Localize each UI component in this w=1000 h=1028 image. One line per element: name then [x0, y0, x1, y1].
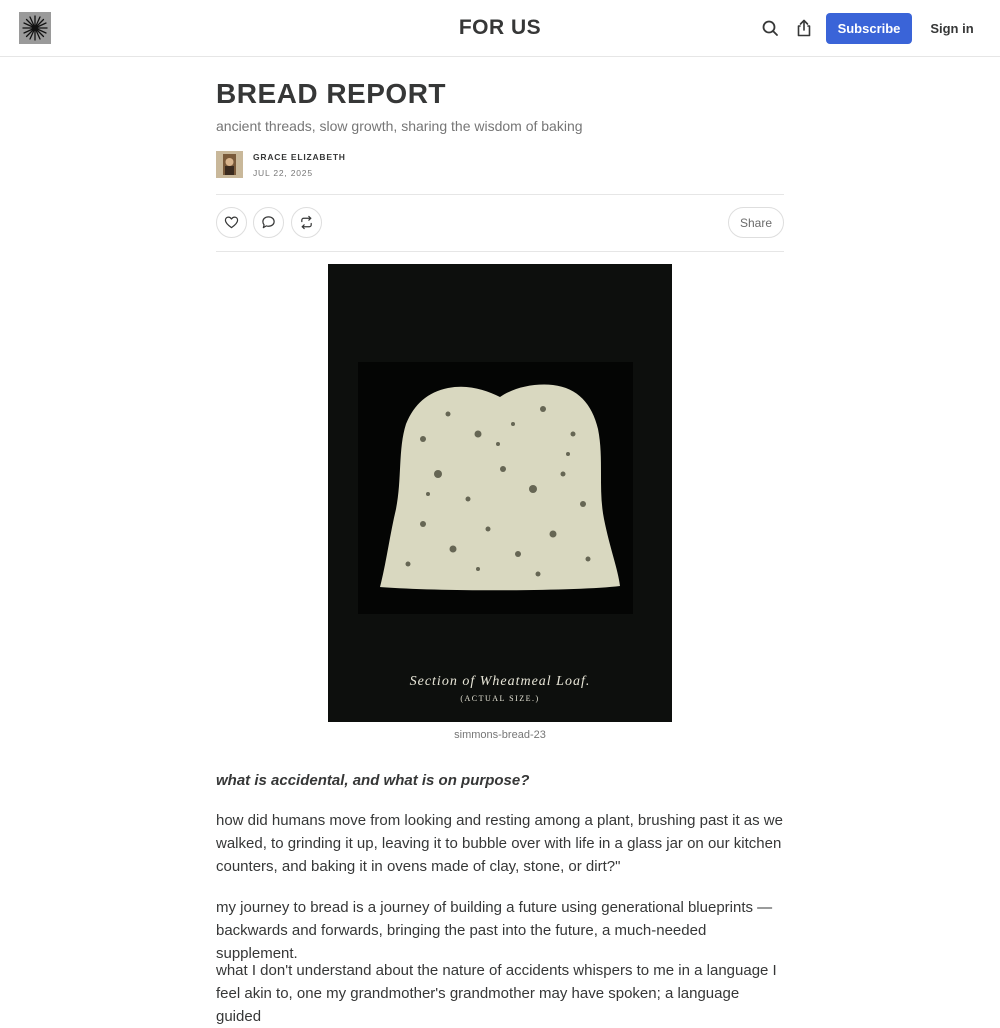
post-image[interactable] — [328, 264, 672, 722]
divider — [216, 194, 784, 195]
author-name[interactable]: GRACE ELIZABETH — [253, 152, 346, 162]
sign-in-button[interactable]: Sign in — [924, 13, 980, 44]
body-paragraph: my journey to bread is a journey of building a future using generational blueprints — backwards and forwards, bringing the past into the future, a much-needed supplement. — [216, 899, 773, 962]
body-paragraph: what I don't understand about the nature of accidents whispers to me in a language I feel akin to, one my grandmother's grandmother may have spoken; a language guided — [216, 962, 777, 1025]
restack-button[interactable] — [291, 207, 322, 238]
like-button[interactable] — [216, 207, 247, 238]
publication-name[interactable]: FOR US — [458, 16, 542, 39]
image-subcaption-text: (ACTUAL SIZE.) — [460, 694, 540, 703]
comment-button[interactable] — [253, 207, 284, 238]
restack-icon — [299, 215, 314, 230]
body-heading: what is accidental, and what is on purpose? — [216, 772, 530, 789]
bread-slice-illustration — [328, 264, 672, 722]
post-subtitle: ancient threads, slow growth, sharing the wisdom of baking — [216, 118, 583, 134]
subscribe-button[interactable]: Subscribe — [826, 13, 912, 44]
post-date: JUL 22, 2025 — [253, 168, 313, 178]
author-avatar[interactable] — [216, 151, 243, 178]
post-title: BREAD REPORT — [216, 78, 447, 109]
share-button[interactable]: Share — [728, 207, 784, 238]
share-upload-icon[interactable] — [793, 17, 815, 39]
top-navigation-bar — [0, 0, 1000, 57]
image-caption-text: Section of Wheatmeal Loaf. — [409, 674, 591, 689]
image-caption: simmons-bread-23 — [454, 729, 546, 741]
heart-icon — [224, 215, 239, 230]
search-icon[interactable] — [759, 17, 781, 39]
body-paragraph: how did humans move from looking and resting among a plant, brushing past it as we walked, to grinding it up, leaving it to bubble over with life in a glass jar on our kitchen counters, and baking it in ovens made of clay, stone, or dirt?" — [216, 812, 783, 875]
comment-icon — [261, 215, 276, 230]
divider — [216, 251, 784, 252]
